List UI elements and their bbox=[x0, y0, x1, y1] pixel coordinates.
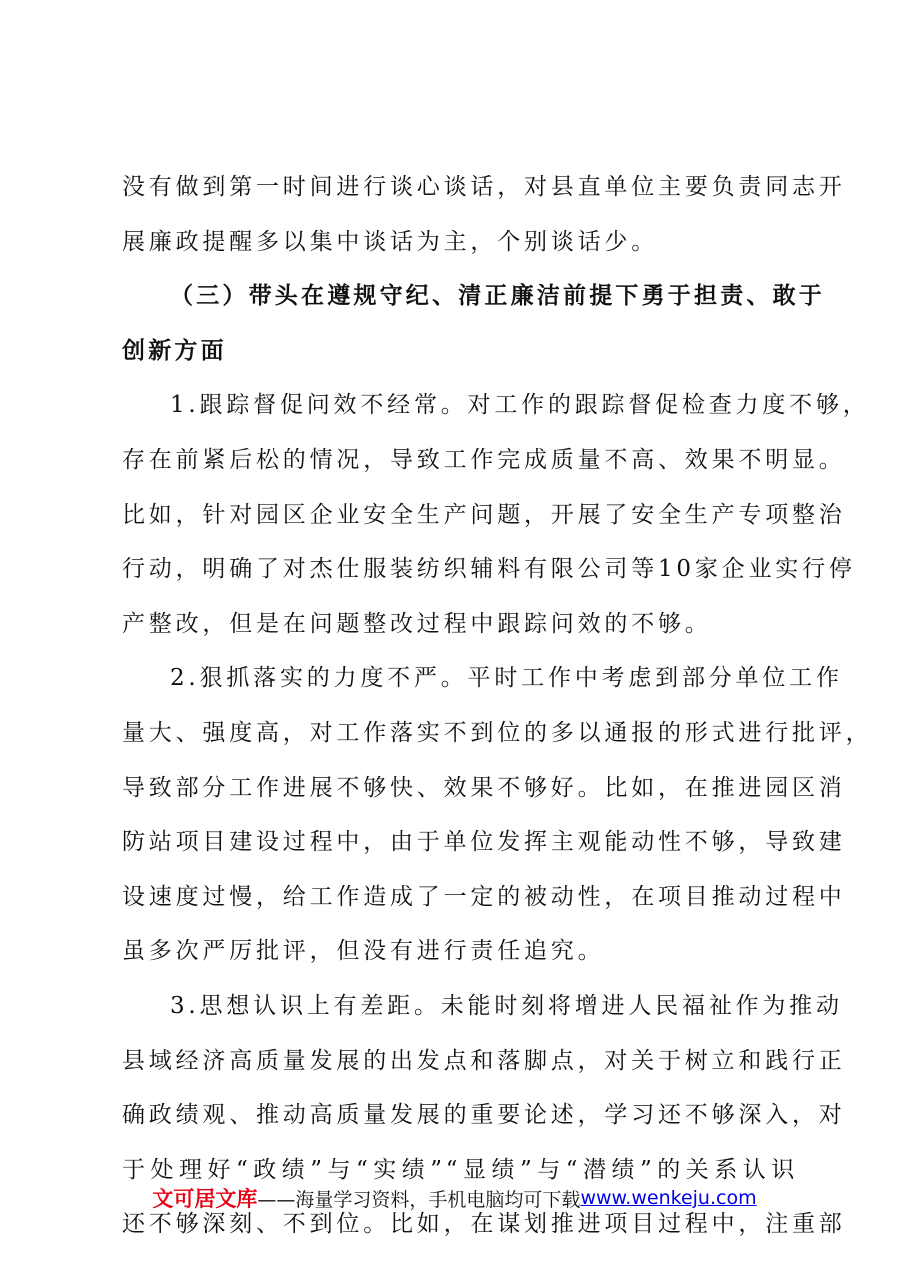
paragraph-line: （三）带头在遵规守纪、清正廉洁前提下勇于担责、敢于 bbox=[170, 282, 825, 310]
paragraph-line: 导致部分工作进展不够快、效果不够好。比如，在推进园区消 bbox=[122, 774, 846, 801]
paragraph-line: 确政绩观、推动高质量发展的重要论述，学习还不够深入，对 bbox=[122, 1102, 846, 1129]
footer-tagline: ——海量学习资料，手机电脑均可下载 bbox=[257, 1188, 581, 1211]
paragraph-line: 于处理好“政绩”与“实绩”“显绩”与“潜绩”的关系认识 bbox=[122, 1156, 798, 1183]
paragraph-line: 行动，明确了对杰仕服装纺织辅料有限公司等10家企业实行停 bbox=[122, 556, 856, 583]
paragraph-line: 还不够深刻、不到位。比如，在谋划推进项目过程中，注重部 bbox=[122, 1211, 846, 1238]
paragraph-line: 创新方面 bbox=[122, 336, 227, 364]
paragraph-line: 产整改，但是在问题整改过程中跟踪问效的不够。 bbox=[122, 610, 712, 637]
paragraph-line: 1.跟踪督促问效不经常。对工作的跟踪督促检查力度不够， bbox=[170, 392, 870, 419]
paragraph-line: 量大、强度高，对工作落实不到位的多以通报的形式进行批评， bbox=[122, 719, 873, 746]
page-footer bbox=[0, 1183, 909, 1213]
paragraph-line: 虽多次严厉批评，但没有进行责任追究。 bbox=[122, 938, 605, 965]
paragraph-line: 展廉政提醒多以集中谈话为主，个别谈话少。 bbox=[122, 228, 658, 255]
paragraph-line: 比如，针对园区企业安全生产问题，开展了安全生产专项整治 bbox=[122, 501, 846, 528]
paragraph-line: 防站项目建设过程中，由于单位发挥主观能动性不够，导致建 bbox=[122, 829, 846, 856]
paragraph-line: 没有做到第一时间进行谈心谈话，对县直单位主要负责同志开 bbox=[122, 174, 846, 200]
paragraph-line: 县域经济高质量发展的出发点和落脚点，对关于树立和践行正 bbox=[122, 1047, 846, 1074]
paragraph-line: 存在前紧后松的情况，导致工作完成质量不高、效果不明显。 bbox=[122, 446, 846, 473]
paragraph-line: 2.狠抓落实的力度不严。平时工作中考虑到部分单位工作 bbox=[170, 665, 843, 692]
paragraph-line: 设速度过慢，给工作造成了一定的被动性，在项目推动过程中 bbox=[122, 883, 846, 910]
footer-website-link[interactable]: www.wenkeju.com bbox=[580, 1187, 757, 1209]
footer-brand: 文可居文库 bbox=[152, 1187, 258, 1211]
paragraph-line: 3.思想认识上有差距。未能时刻将增进人民福祉作为推动 bbox=[170, 992, 843, 1019]
document-body bbox=[122, 160, 873, 1252]
